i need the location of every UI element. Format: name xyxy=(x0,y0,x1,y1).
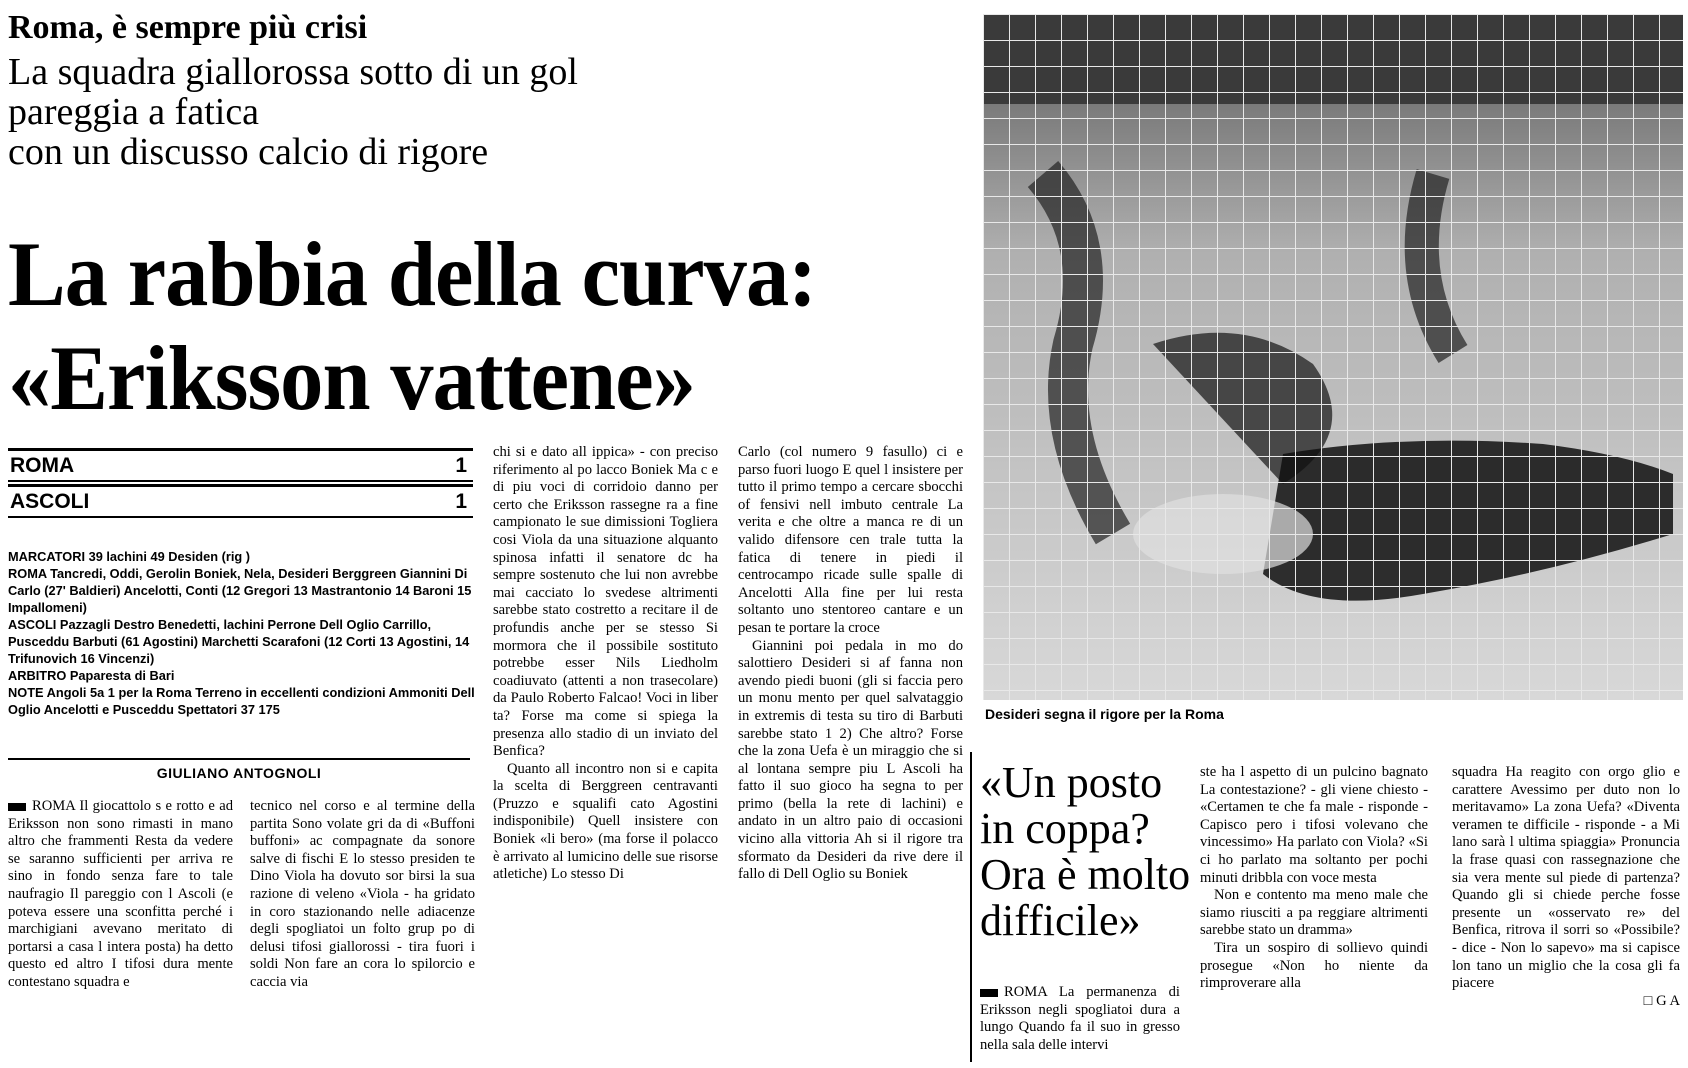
kicker: Roma, è sempre più crisi xyxy=(8,9,368,46)
report-line xyxy=(8,616,476,667)
article-paragraph: Non e contento ma meno male che siamo riusciti a pa reggiare altrimenti sarebbe stato un dramma» xyxy=(1200,887,1428,939)
byline: GIULIANO ANTOGNOLI xyxy=(8,758,470,781)
sidebar-column-3 xyxy=(1452,764,1680,1010)
headline-line: «Eriksson vattene» xyxy=(8,327,695,429)
report-text: Paparesta di Bari xyxy=(66,668,175,683)
report-text: Tancredi, Oddi, Gerolin Boniek, Nela, Desideri Berggreen Giannini Di Carlo (27' Baldieri) Ancelotti, Conti (12 Gregori 13 Mastrantonio 14 Baroni 15 Impallomeni) xyxy=(8,566,472,615)
article-column-2 xyxy=(250,798,475,992)
report-label: ROMA xyxy=(8,566,47,581)
report-line xyxy=(8,548,476,565)
sidebar-headline-line: «Un posto xyxy=(980,758,1163,807)
team-name: ROMA xyxy=(10,454,75,477)
report-label: NOTE xyxy=(8,685,44,700)
team-score: 1 xyxy=(455,454,467,477)
report-text: Angoli 5a 1 per la Roma Terreno in eccellenti condizioni Ammoniti Dell Oglio Ancelotti e Pusceddu Spettatori 37 175 xyxy=(8,685,475,717)
subheadline-line: La squadra giallorossa sotto di un gol xyxy=(8,51,578,93)
score-row-ascoli xyxy=(8,484,473,518)
article-paragraph: Quanto all incontro non si e capita la scelta di Berggreen centravanti (Pruzzo e squalifi cato Agostini indisponibile) Quell insistere con Boniek «li bero» (ma forse il polacco è arrivato al lumicino delle sue risorse atletiche) Lo stesso Di xyxy=(493,760,718,883)
match-report xyxy=(8,548,476,718)
article-paragraph: squadra Ha reagito con orgo glio e carattere Avessimo per duto non lo meritavamo» La zona Uefa? «Diventa veramen te difficile - risponde - a Mi lano sarà l ultima spiaggia» Pronuncia la frase quasi con rassegnazione che sia vera mente sul piede di partenza? Quando gli si chiede perche fosse presente un «osservato re» del Benfica, ritrova il sorri so «Possibile? - dice - Non lo sapevo» ma si capisce lon tano un miglio che la cosa gli fa piacere xyxy=(1452,764,1680,992)
article-paragraph: ROMA Il giocattolo s e rotto e ad Eriksson non sono rimasti in mano altro che frammenti Resta da vedere se saranno sufficienti per arriva re sino in fondo senza fare to tale naufragio Il pareggio con l Ascoli (e poteva essere una sconfitta perché i marchigiani avevano meritato di portarsi a casa l intera posta) ha detto questo ed altro I tifosi dura mente contestano squadra e xyxy=(8,798,233,990)
article-paragraph: ROMA La permanenza di Eriksson negli spogliatoi dura a lungo Quando fa il suo in gresso nella sala delle intervi xyxy=(980,984,1180,1053)
article-paragraph: chi si e dato all ippica» - con preciso riferimento al po lacco Boniek Ma c e di piu voci di corridoio danno per certo che Eriksson rassegne ra a fine campionato le sue dimissioni Togliera cosi Viola da una situazione alquanto spinosa infatti il senatore dc ha sempre sostenuto che lui non avrebbe mai cacciato lo svedese altrimenti sarebbe stato costretto a recitare il de profundis anche per se stesso Si mormora che il possibile sostituto potrebbe esser Nils Liedholm coadiuvato (attenti a non trasecolare) da Paulo Roberto Falcao! Voci in liber ta? Forse ma come si spiega la presenza allo stadio di un inviato del Benfica? xyxy=(493,444,718,760)
report-text: 39 lachini 49 Desiden (rig ) xyxy=(85,549,251,564)
section-marker-icon xyxy=(980,989,998,997)
sidebar-headline xyxy=(980,758,1191,945)
article-paragraph: ste ha l aspetto di un pulcino bagnato La contestazione? - gli viene chiesto - «Certamen te che fa male - risponde - Capisco pero i tifosi volevano che vincessimo» Ha parlato con Viola? «Si ci ho parlato ma soltanto per pochi minuti dribbla con voce mesta xyxy=(1200,764,1428,886)
goal-net-image xyxy=(983,14,1683,700)
section-marker-icon xyxy=(8,803,26,811)
report-label: ASCOLI xyxy=(8,617,57,632)
team-score: 1 xyxy=(455,490,467,513)
team-name: ASCOLI xyxy=(10,490,90,513)
article-paragraph: Giannini poi pedala in mo do salottiero Desideri si af fanna non avendo piedi buoni (gli si faccia pero un monu mento per quel salvataggio in extremis di testa su tiro di Barbuti sarebbe stato 1 2) Che altro? Forse che la zona Uefa è un miraggio che si al lontana sempre piu L Ascoli ha fatto il suo gioco ha segna to per primo (bella la rete di lachini) e andato in un altro paio di occasioni vicino alla vittoria Ah si il rigore tra sformato da Desideri da rive dere il fallo di Dell Oglio su Boniek xyxy=(738,637,963,883)
article-column-4 xyxy=(738,444,963,884)
headline xyxy=(8,222,915,430)
sidebar-column-2 xyxy=(1200,764,1428,993)
article-paragraph: tecnico nel corso e al termine della partita Sono volate gri da di «Buffoni buffoni» ac compagnate da sonore salve di fischi E lo stesso presiden te Dino Viola ha dovuto sor birsi la sua razione di veleno «Viola - ha gridato in coro stazionando nelle adiacenze degli spogliatoi un folto grup po di delusi tifosi giallorossi - tira fuori i soldi Non fare an cora lo spilorcio e caccia via xyxy=(250,798,475,990)
column-divider xyxy=(970,752,972,1062)
report-text: Pazzagli Destro Benedetti, lachini Perrone Dell Oglio Carrillo, Pusceddu Barbuti (61 Agostini) Marchetti Scarafoni (12 Corti 13 Agostini, 14 Trifunovich 16 Vincenzi) xyxy=(8,617,470,666)
sidebar-headline-line: Ora è molto xyxy=(980,850,1191,899)
report-line xyxy=(8,565,476,616)
score-row-roma xyxy=(8,448,473,482)
photo-caption: Desideri segna il rigore per la Roma xyxy=(985,706,1224,722)
subheadline-line: con un discusso calcio di rigore xyxy=(8,131,489,173)
article-paragraph: Tira un sospiro di sollievo quindi prosegue «Non ho niente da rimproverare alla xyxy=(1200,939,1428,992)
headline-line: La rabbia della curva: xyxy=(8,223,817,325)
report-line xyxy=(8,684,476,718)
article-column-3 xyxy=(493,444,718,884)
article-column-1 xyxy=(8,798,233,992)
report-line xyxy=(8,667,476,684)
subheadline-line: pareggia a fatica xyxy=(8,91,260,133)
article-paragraph: Carlo (col numero 9 fasullo) ci e parso fuori luogo E quel l insistere per tutto il primo tempo a cercare sbocchi of fensivi nell imbuto centrale La verita e che oltre a manca re di un valido difensore cen trale tutta la fatica di tenere in piedi il centrocampo ricade sulle spalle di Ancelotti Alla fine per lui resta soltanto uno stentoreo cantare e un pesan te portare la croce xyxy=(738,444,963,636)
match-photo xyxy=(983,14,1683,700)
sidebar-column-1 xyxy=(980,984,1180,1054)
author-initials: □ G A xyxy=(1643,992,1680,1009)
subheadline xyxy=(8,52,958,172)
sidebar-headline-line: difficile» xyxy=(980,896,1141,945)
report-label: ARBITRO xyxy=(8,668,67,683)
report-label: MARCATORI xyxy=(8,549,86,564)
sidebar-headline-line: in coppa? xyxy=(980,804,1150,853)
